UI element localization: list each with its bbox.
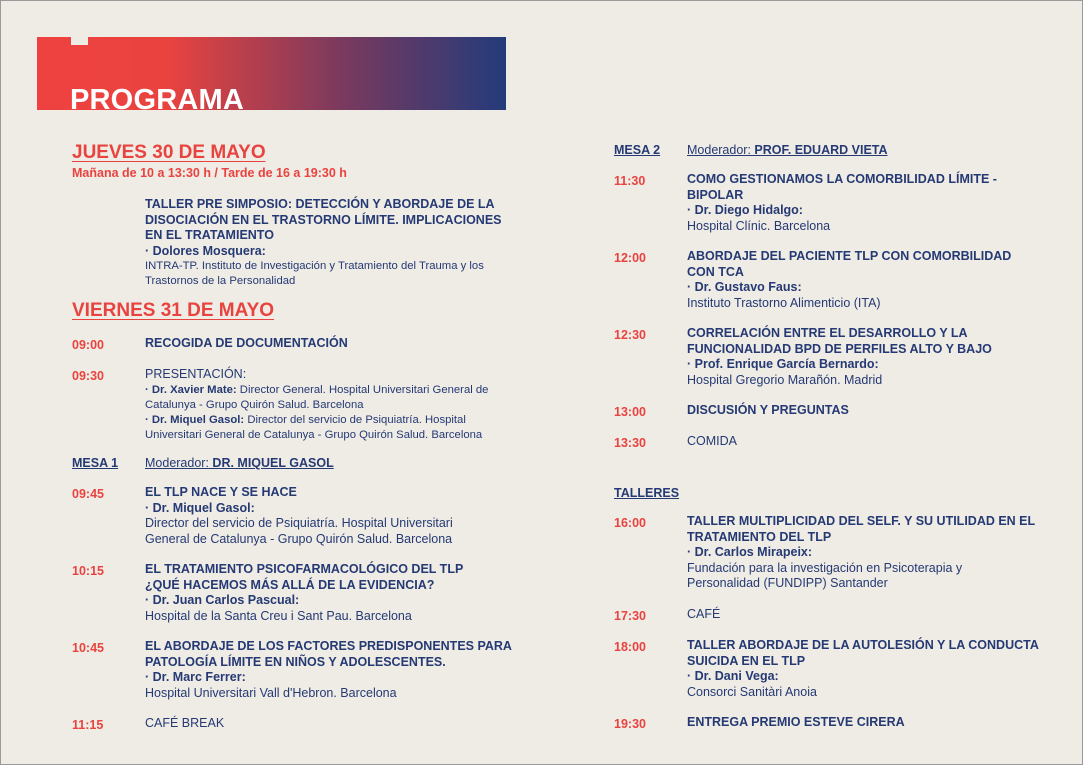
session-time: 11:30: [614, 174, 646, 188]
workshop-speaker: · Dolores Mosquera:: [145, 243, 266, 258]
session-title: EL TRATAMIENTO PSICOFARMACOLÓGICO DEL TLP: [145, 562, 464, 576]
pre-symposium-workshop: [145, 197, 502, 289]
session-title: DISCUSIÓN Y PREGUNTAS: [687, 403, 849, 417]
workshop-affiliation: Trastornos de la Personalidad: [145, 275, 296, 287]
session-time: 09:00: [72, 338, 104, 352]
mesa-1-label: MESA 1: [72, 456, 119, 470]
session-discussion: [687, 403, 849, 419]
session-title: COMO GESTIONAMOS LA COMORBILIDAD LÍMITE -: [687, 172, 997, 186]
mesa-2-moderator: [687, 143, 888, 157]
session-title: FUNCIONALIDAD BPD DE PERFILES ALTO Y BAJO: [687, 341, 992, 356]
session-self-harm: [687, 638, 1039, 700]
speaker-affiliation: Hospital Clínic. Barcelona: [687, 218, 831, 233]
speaker-name: · Dr. Carlos Mirapeix:: [687, 545, 813, 559]
session-title: SUICIDA EN EL TLP: [687, 653, 806, 668]
session-tca-comorbidity: [687, 249, 1011, 311]
day-thursday-hours: Mañana de 10 a 13:30 h / Tarde de 16 a 19:30 h: [72, 166, 347, 180]
session-title: CAFÉ: [687, 607, 721, 621]
moderator-name: PROF. EDUARD VIETA: [750, 143, 888, 157]
session-presentation: [145, 367, 488, 443]
session-time: 16:00: [614, 516, 646, 530]
session-title: CORRELACIÓN ENTRE EL DESARROLLO Y LA: [687, 326, 968, 340]
speaker-name: · Dr. Miquel Gasol:: [145, 500, 255, 515]
session-title: RECOGIDA DE DOCUMENTACIÓN: [145, 336, 348, 350]
day-thursday-heading: JUEVES 30 DE MAYO: [72, 142, 266, 163]
speaker-name: · Dr. Diego Hidalgo:: [687, 203, 803, 217]
session-award: [687, 715, 905, 731]
session-title: CAFÉ BREAK: [145, 716, 225, 730]
session-registration: [145, 336, 348, 352]
workshop-title-line: TALLER PRE SIMPOSIO: DETECCIÓN Y ABORDAJE DE LA: [145, 197, 495, 211]
session-time: 12:30: [614, 328, 646, 342]
session-self-multiplicity: [687, 514, 1035, 592]
session-time: 10:45: [72, 641, 104, 655]
session-coffee: [687, 607, 720, 623]
session-time: 09:30: [72, 369, 104, 383]
session-time: 10:15: [72, 564, 104, 578]
session-time: 11:15: [72, 718, 104, 732]
session-title: COMIDA: [687, 434, 737, 448]
speaker-affiliation: Instituto Trastorno Alimenticio (ITA): [687, 295, 881, 310]
session-coffee-break: [145, 716, 224, 732]
session-title: ENTREGA PREMIO ESTEVE CIRERA: [687, 715, 905, 729]
session-title: TRATAMIENTO DEL TLP: [687, 529, 832, 544]
moderator-label: Moderador:: [145, 456, 209, 470]
speaker-name: · Prof. Enrique García Bernardo:: [687, 357, 879, 371]
speaker-affiliation: Hospital Gregorio Marañón. Madrid: [687, 372, 883, 387]
session-title: CON TCA: [687, 264, 744, 279]
session-tlp-nace: [145, 485, 453, 547]
talleres-label: TALLERES: [614, 486, 680, 500]
banner-notch: [71, 37, 88, 45]
speaker-affiliation: Universitari General de Catalunya - Grupo Quirón Salud. Barcelona: [145, 428, 483, 441]
workshop-title-line: DISOCIACIÓN EN EL TRASTORNO LÍMITE. IMPLICACIONES: [145, 212, 502, 227]
speaker-affiliation: Hospital Universitari Vall d'Hebron. Barcelona: [145, 685, 397, 700]
session-time: 09:45: [72, 487, 104, 501]
speaker-affiliation: Hospital de la Santa Creu i Sant Pau. Barcelona: [145, 608, 412, 623]
speaker-affiliation: Personalidad (FUNDIPP) Santander: [687, 576, 888, 590]
session-title: EL TLP NACE Y SE HACE: [145, 485, 297, 499]
session-title: BIPOLAR: [687, 187, 744, 202]
moderator-name: DR. MIQUEL GASOL: [208, 456, 334, 470]
speaker-affiliation: Catalunya - Grupo Quirón Salud. Barcelona: [145, 398, 364, 411]
session-time: 18:00: [614, 640, 646, 654]
session-psychopharma: [145, 562, 463, 624]
header-banner: [37, 37, 506, 110]
session-title: TALLER MULTIPLICIDAD DEL SELF. Y SU UTILIDAD EN EL: [687, 514, 1036, 528]
session-title: PATOLOGÍA LÍMITE EN NIÑOS Y ADOLESCENTES.: [145, 654, 446, 669]
session-title: PRESENTACIÓN:: [145, 367, 247, 381]
speaker-name: · Dr. Dani Vega:: [687, 669, 779, 683]
session-title: ¿QUÉ HACEMOS MÁS ALLÁ DE LA EVIDENCIA?: [145, 577, 435, 592]
session-bipolar-comorbidity: [687, 172, 997, 234]
session-predisposing-factors: [145, 639, 512, 701]
speaker-name: · Dr. Marc Ferrer:: [145, 670, 246, 684]
workshop-title-line: EN EL TRATAMIENTO: [145, 228, 274, 242]
speaker-name: · Dr. Gustavo Faus:: [687, 280, 802, 294]
speaker-affiliation: Fundación para la investigación en Psicoterapia y: [687, 560, 963, 575]
speaker-affiliation: Director del servicio de Psiquiatría. Hospital Universitari: [145, 516, 453, 530]
session-time: 12:00: [614, 251, 646, 265]
session-time: 13:30: [614, 436, 646, 450]
mesa-2-label: MESA 2: [614, 143, 661, 157]
mesa-1-moderator: [145, 456, 334, 470]
workshop-affiliation: INTRA-TP. Instituto de Investigación y Tratamiento del Trauma y los: [145, 260, 484, 272]
speaker-affiliation: General de Catalunya - Grupo Quirón Salud. Barcelona: [145, 531, 453, 546]
session-title: EL ABORDAJE DE LOS FACTORES PREDISPONENTES PARA: [145, 639, 512, 653]
session-time: 19:30: [614, 717, 646, 731]
speaker-affiliation: Director General. Hospital Universitari General de: [236, 383, 489, 396]
speaker-name: · Dr. Juan Carlos Pascual:: [145, 593, 300, 607]
session-time: 13:00: [614, 405, 646, 419]
session-title: TALLER ABORDAJE DE LA AUTOLESIÓN Y LA CONDUCTA: [687, 638, 1039, 652]
day-friday-heading: VIERNES 31 DE MAYO: [72, 300, 275, 321]
moderator-label: Moderador:: [687, 143, 751, 157]
session-time: 17:30: [614, 609, 646, 623]
page-title: PROGRAMA: [70, 84, 244, 110]
session-lunch: [687, 434, 737, 450]
session-bpd-correlation: [687, 326, 992, 388]
speaker-affiliation: Director del servicio de Psiquiatría. Hospital: [244, 413, 466, 426]
speaker-name: · Dr. Xavier Mate:: [145, 383, 237, 396]
session-title: ABORDAJE DEL PACIENTE TLP CON COMORBILIDAD: [687, 249, 1012, 263]
speaker-affiliation: Consorci Sanitàri Anoia: [687, 684, 817, 699]
speaker-name: · Dr. Miquel Gasol:: [145, 413, 245, 426]
